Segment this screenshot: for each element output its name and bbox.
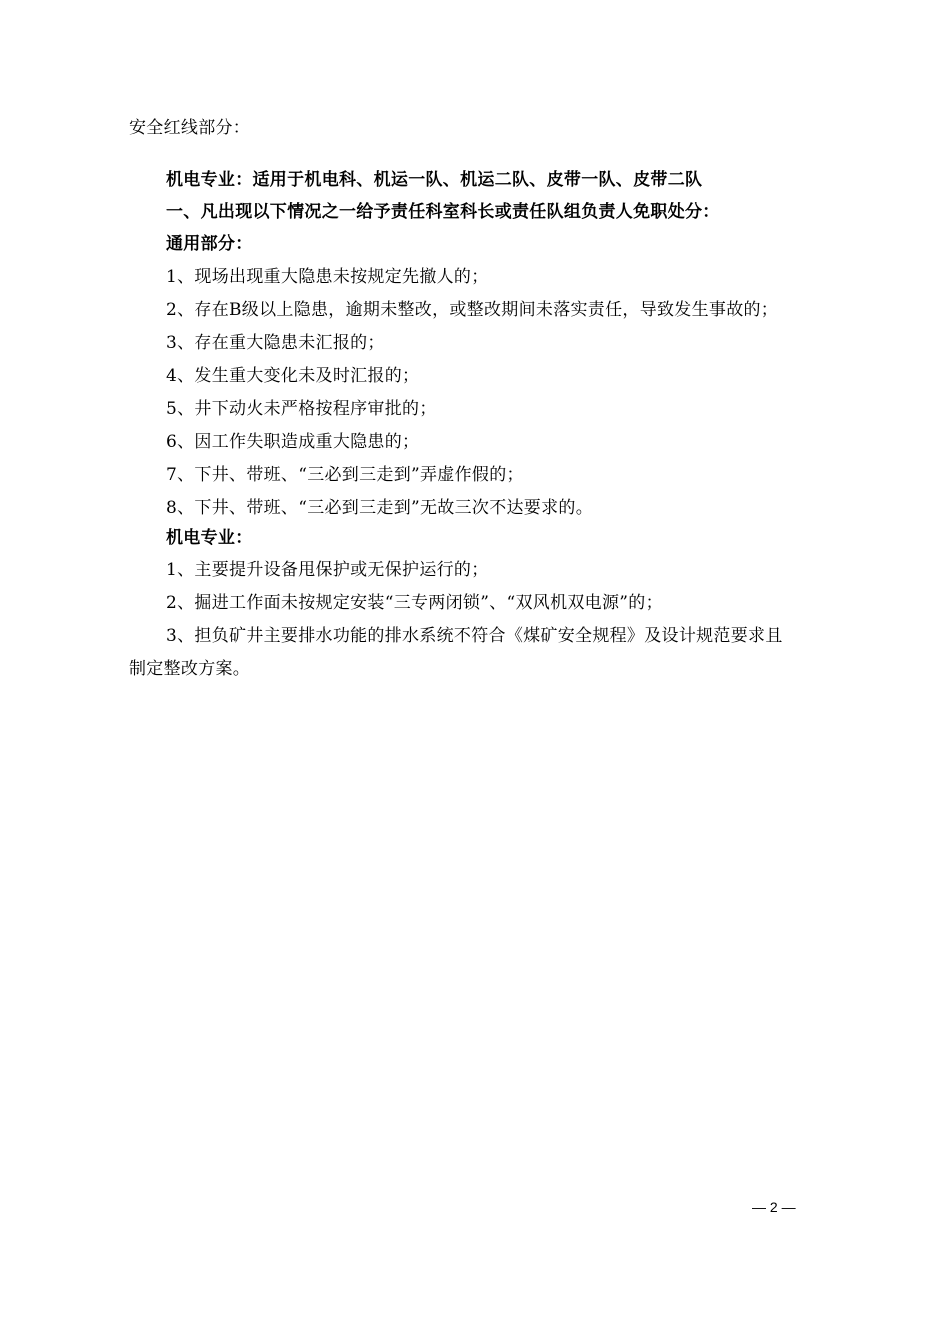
general-item-3: 3、存在重大隐患未汇报的； (166, 333, 385, 353)
scope-heading: 机电专业：适用于机电科、机运一队、机运二队、皮带一队、皮带二队 (166, 170, 703, 190)
general-heading: 通用部分： (166, 234, 253, 254)
general-item-2: 2、存在B级以上隐患，逾期未整改，或整改期间未落实责任，导致发生事故的； (166, 300, 779, 320)
page-number: — 2 — (752, 1199, 796, 1215)
section-heading: 一、凡出现以下情况之一给予责任科室科长或责任队组负责人免职处分： (166, 202, 720, 222)
general-item-1: 1、现场出现重大隐患未按规定先撤人的； (166, 267, 489, 287)
electromech-heading: 机电专业： (166, 528, 253, 548)
general-item-7: 7、下井、带班、“三必到三走到”弄虚作假的； (166, 465, 524, 485)
electromech-item-3: 3、担负矿井主要排水功能的排水系统不符合《煤矿安全规程》及设计规范要求且 (166, 626, 783, 646)
electromech-item-2: 2、掘进工作面未按规定安装“三专两闭锁”、“双风机双电源”的； (166, 593, 663, 613)
general-item-4: 4、发生重大变化未及时汇报的； (166, 366, 420, 386)
general-item-8: 8、下井、带班、“三必到三走到”无故三次不达要求的。 (166, 498, 593, 518)
electromech-item-3-continued: 制定整改方案。 (129, 659, 251, 679)
intro-text: 安全红线部分： (129, 118, 251, 138)
general-item-6: 6、因工作失职造成重大隐患的； (166, 432, 420, 452)
general-item-5: 5、井下动火未严格按程序审批的； (166, 399, 437, 419)
electromech-item-1: 1、主要提升设备甩保护或无保护运行的； (166, 560, 489, 580)
